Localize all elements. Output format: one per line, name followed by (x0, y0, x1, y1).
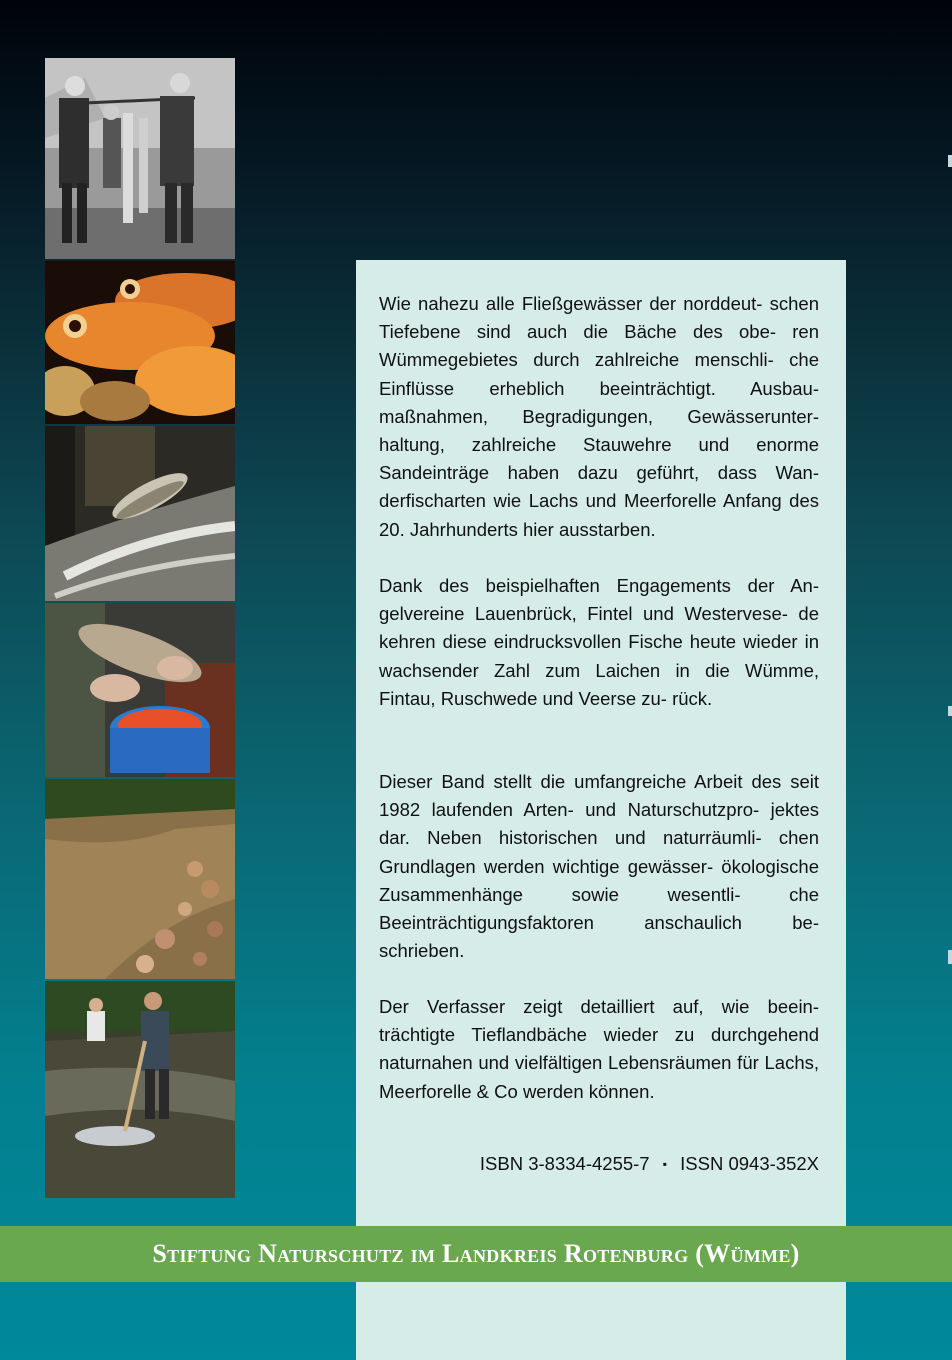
stream-gravel-photo (45, 779, 235, 979)
paragraph-4 (379, 993, 819, 1106)
electrofishing-photo (45, 981, 235, 1198)
isbn-line (379, 1153, 819, 1175)
photo-strip (45, 58, 235, 1198)
publisher-banner (0, 1226, 952, 1282)
paragraph-1 (379, 290, 819, 544)
paragraph-2-text: Dank des beispielhaften Engagements der An- gelvereine Lauenbrück, Fintel und Westervese- de kehren diese eindrucksvollen Fische heute wieder in wachsender Zahl zum Laichen in die Wümme, Fintau, Ruschwede und Veerse zu- rück. (379, 575, 819, 709)
leaping-fish-photo (45, 426, 235, 601)
text-panel (356, 260, 846, 1360)
historical-anglers-photo (45, 58, 235, 259)
edge-mark (948, 706, 952, 716)
paragraph-4-text: Der Verfasser zeigt detailliert auf, wie beein- trächtigte Tieflandbäche wieder zu durchgehend naturnahen und vielfältigen Lebensräumen für Lachs, Meerforelle & Co werden können. (379, 996, 819, 1102)
paragraph-3-text: Dieser Band stellt die umfangreiche Arbeit des seit 1982 laufenden Arten- und Naturschutzpro- jektes dar. Neben historischen und naturräumli- chen Grundlagen werden wichtige gewässer- ökologische Zusammenhänge sowie wesentli- che Beeinträchtigungsfaktoren anschaulich be- schrieben. (379, 771, 819, 962)
publisher-name: Stiftung Naturschutz im Landkreis Rotenburg (Wümme) (152, 1239, 800, 1268)
paragraph-2 (379, 572, 819, 713)
edge-mark (948, 950, 952, 964)
edge-mark (948, 155, 952, 167)
issn-number: ISSN 0943-352X (680, 1153, 819, 1174)
paragraph-1-text: Wie nahezu alle Fließgewässer der norddeut- schen Tiefebene sind auch die Bäche des obe- ren Wümmegebietes durch zahlreiche menschli- che Einflüsse erheblich beeinträchtigt. Ausbau- maßnahmen, Begradigungen, Gewässerunter- haltung, zahlreiche Stauwehre und enorme Sandeinträge haben dazu geführt, dass Wan- derfischarten wie Lachs und Meerforelle Anfang des 20. Jahrhunderts hier ausstarben. (379, 293, 819, 540)
fish-closeup-photo (45, 261, 235, 424)
paragraph-3 (379, 768, 819, 965)
separator-icon: ▪ (662, 1157, 668, 1171)
fish-stripping-photo (45, 603, 235, 777)
isbn-number: ISBN 3-8334-4255-7 (479, 1153, 650, 1174)
